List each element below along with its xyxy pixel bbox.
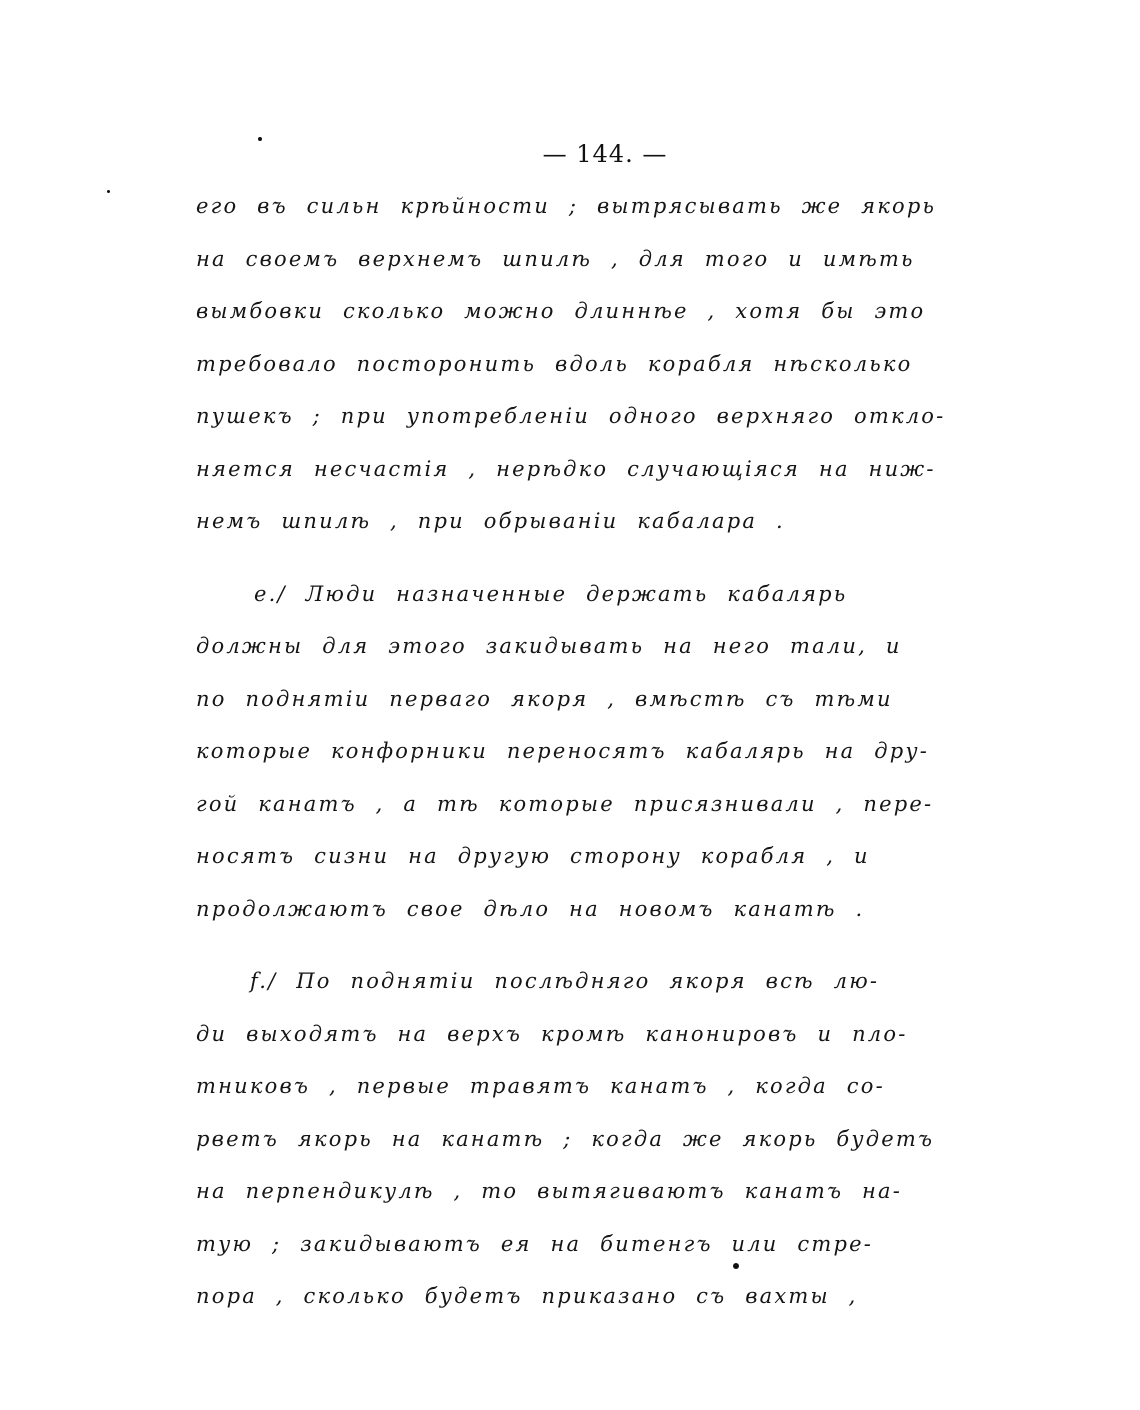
text-line: его въ сильн крѣйности ; вытрясывать же якорь xyxy=(196,194,937,218)
text-line: тниковъ , первые травятъ канатъ , когда со- xyxy=(196,1074,885,1098)
handwritten-text xyxy=(196,180,1056,1323)
text-line: продолжаютъ свое дѣло на новомъ канатѣ . xyxy=(196,896,865,921)
paragraph-gap xyxy=(196,935,1056,955)
text-line: няется несчастія , нерѣдко случающіяся на ниж- xyxy=(196,456,936,481)
paragraph xyxy=(196,955,1056,1323)
paragraph-gap xyxy=(196,548,1056,568)
text-line: должны для этого закидывать на него тали, и xyxy=(196,634,902,658)
page-number: — 144. — xyxy=(542,140,668,168)
ink-speck xyxy=(258,137,262,141)
text-line: вымбовки сколько можно длиннѣе , хотя бы это xyxy=(196,299,926,323)
text-line: рветъ якорь на канатѣ ; когда же якорь будетъ xyxy=(196,1126,935,1151)
text-line: носятъ сизни на другую сторону корабля , и xyxy=(196,844,870,868)
text-line: ди выходятъ на верхъ кромѣ канонировъ и пло- xyxy=(196,1021,908,1046)
text-line: пушекъ ; при употребленіи одного верхняго откло- xyxy=(196,404,946,428)
ink-speck xyxy=(107,190,110,193)
text-line: по поднятіи перваго якоря , вмѣстѣ съ тѣми xyxy=(196,686,893,711)
text-line: тую ; закидываютъ ея на битенгъ или стре- xyxy=(196,1231,874,1256)
paragraph xyxy=(196,568,1056,936)
text-line: пора , сколько будетъ приказано съ вахты , xyxy=(196,1284,858,1308)
text-line: гой канатъ , а тѣ которые присязнивали , пере- xyxy=(196,791,934,816)
text-line: на своемъ верхнемъ шпилѣ , для того и имѣть xyxy=(196,246,915,271)
text-line: на перпендикулѣ , то вытягиваютъ канатъ на- xyxy=(196,1179,903,1203)
text-line: f./ По поднятіи послѣдняго якоря всѣ лю- xyxy=(250,969,880,993)
text-line: требовало посторонить вдоль корабля нѣсколько xyxy=(196,351,913,376)
text-line: e./ Люди назначенные держать кабалярь xyxy=(254,581,848,606)
paragraph xyxy=(196,180,1056,548)
text-line: которые конфорники переносятъ кабалярь на дру- xyxy=(196,739,930,763)
text-line: немъ шпилѣ , при обрываніи кабалара . xyxy=(196,509,785,533)
